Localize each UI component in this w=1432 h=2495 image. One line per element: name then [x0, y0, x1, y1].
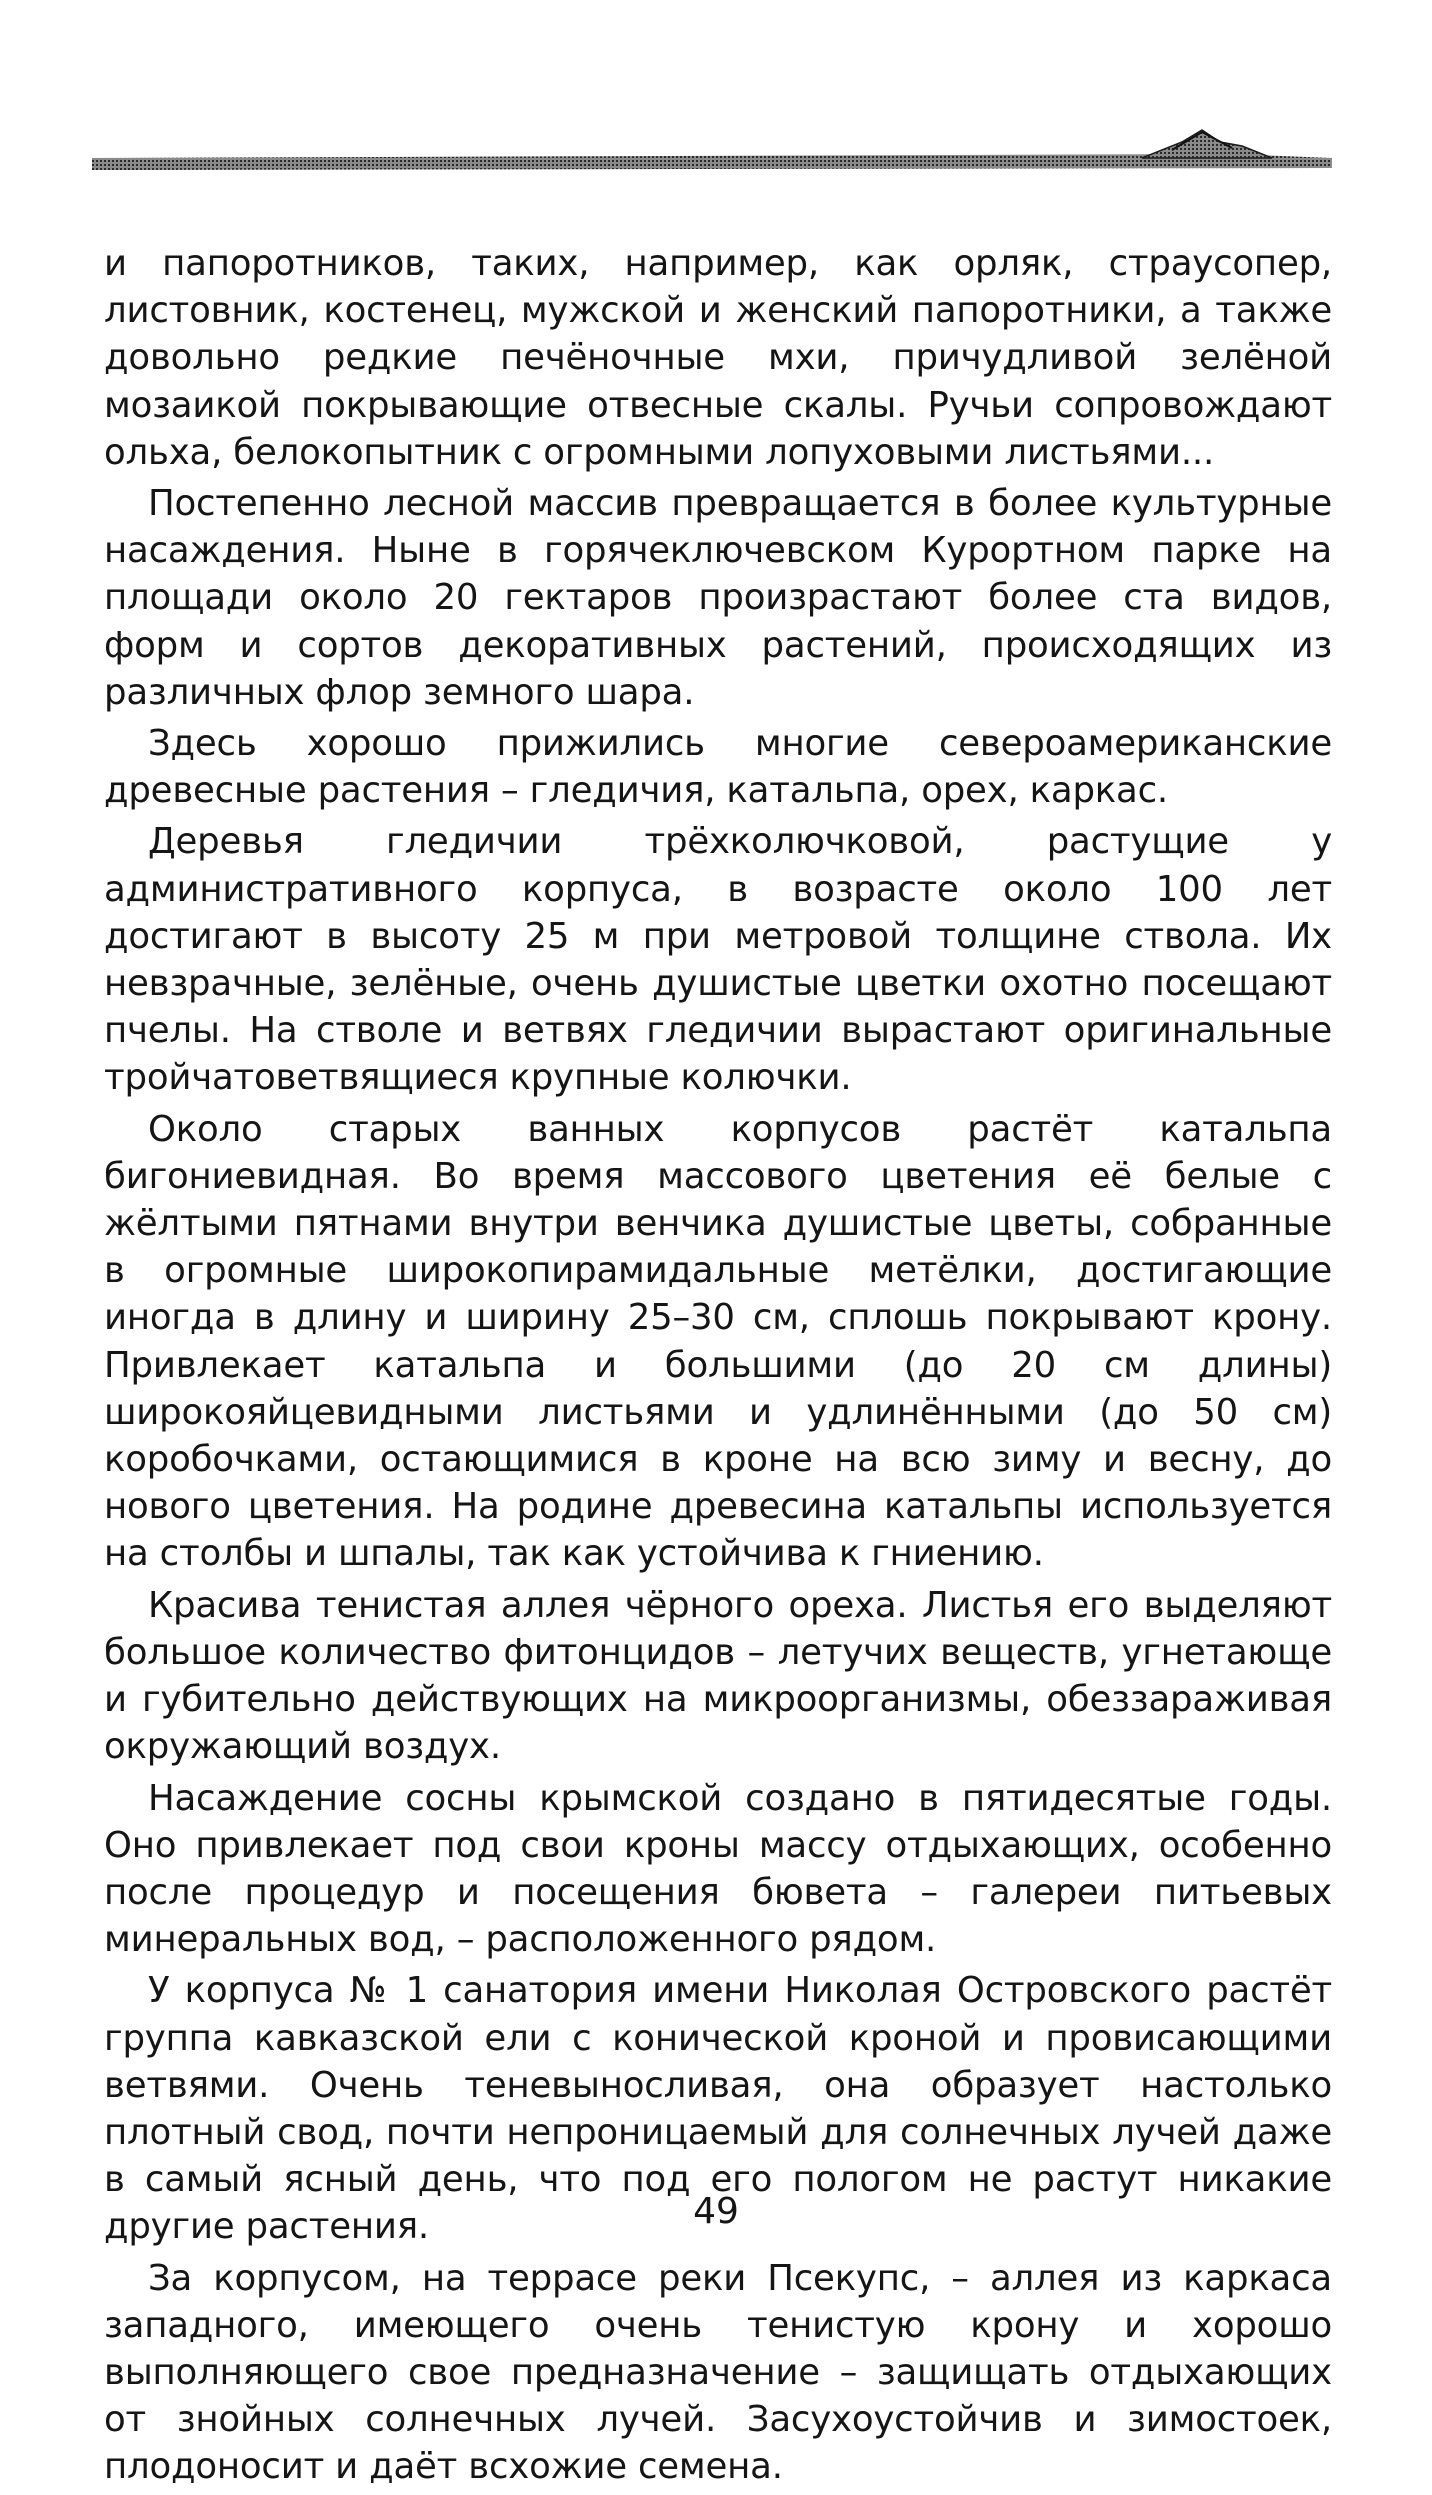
paragraph: У корпуса № 1 санатория имени Николая Островского растёт группа кавказской ели с конической кроной и провисающими ветвями. Очень теневыносливая, она образует настолько плотный свод, почти непроницаемый для солнечных лучей даже в самый ясный день, что под его пологом не растут никакие другие растения.	[104, 1970, 1332, 2248]
paragraph: Постепенно лесной массив превращается в более культурные насаждения. Ныне в горячеключевском Курортном парке на площади около 20 гектаров произрастают более ста видов, форм и сортов декоративных растений, происходящих из различных флор земного шара.	[104, 483, 1332, 713]
paragraph: Насаждение сосны крымской создано в пятидесятые годы. Оно привлекает под свои кроны массу отдыхающих, особенно после процедур и посещения бювета – галереи питьевых минеральных вод, – расположенного рядом.	[104, 1777, 1332, 1961]
paragraph: Здесь хорошо прижились многие североамериканские древесные растения – гледичия, катальпа, орех, каркас.	[104, 723, 1332, 812]
paragraph: Красива тенистая аллея чёрного ореха. Листья его выделяют большое количество фитонцидов – летучих веществ, угнетающе и губительно действующих на микроорганизмы, обеззараживая окружающий воздух.	[104, 1584, 1332, 1768]
body-text	[104, 240, 1332, 2495]
paragraph: и папоротников, таких, например, как орляк, страусопер, листовник, костенец, мужской и женский папоротники, а также довольно редкие печёночные мхи, причудливой зелёной мозаикой покрывающие отвесные скалы. Ручьи сопровождают ольха, белокопытник с огромными лопуховыми листьями...	[104, 243, 1332, 473]
paragraph: Деревья гледичии трёхколючковой, растущие у административного корпуса, в возрасте около 100 лет достигают в высоту 25 м при метровой толщине ствола. Их невзрачные, зелёные, очень душистые цветки охотно посещают пчелы. На стволе и ветвях гледичии вырастают оригинальные тройчатоветвящиеся крупные колючки.	[104, 821, 1332, 1099]
page-number: 49	[693, 2191, 739, 2232]
paragraph: Около старых ванных корпусов растёт катальпа бигониевидная. Во время массового цветения её белые с жёлтыми пятнами внутри венчика душистые цветы, собранные в огромные широкопирамидальные метёлки, достигающие иногда в длину и ширину 25–30 см, сплошь покрывают крону. Привлекает катальпа и большими (до 20 см длины) широкояйцевидными листьями и удлинёнными (до 50 см) коробочками, остающимися в кроне на всю зиму и весну, до нового цветения. На родине древесина катальпы используется на столбы и шпалы, так как устойчива к гниению.	[104, 1108, 1332, 1575]
header-mountain-rule	[92, 128, 1332, 172]
paragraph: За корпусом, на террасе реки Псекупс, – аллея из каркаса западного, имеющего очень тенистую крону и хорошо выполняющего свое предназначение – защищать отдыхающих от знойных солнечных лучей. Засухоустойчив и зимостоек, плодоносит и даёт всхожие семена.	[104, 2257, 1332, 2488]
